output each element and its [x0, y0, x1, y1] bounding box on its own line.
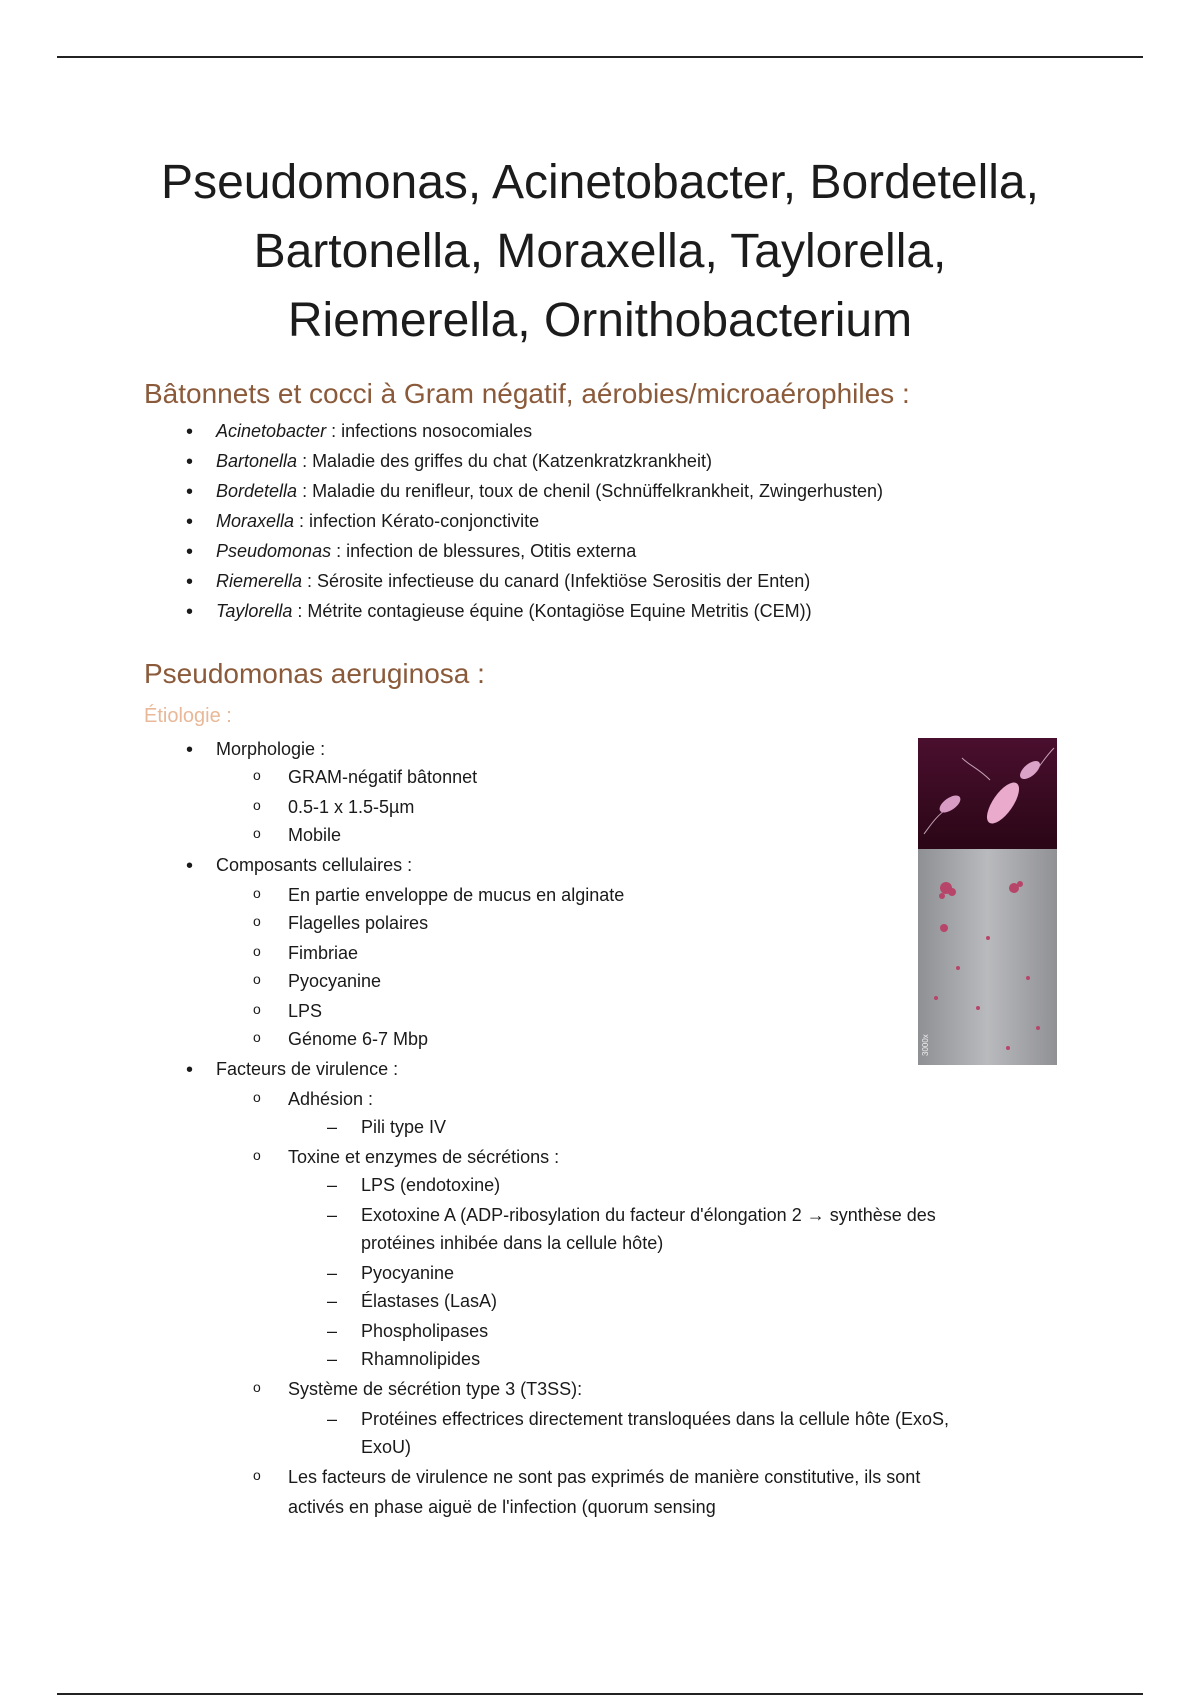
bullet-icon: • — [186, 571, 194, 593]
bullet-icon: • — [186, 451, 194, 473]
sub-sub-item-text: Rhamnolipides — [361, 1349, 481, 1369]
adhesion-label: Adhésion : — [288, 1089, 374, 1109]
image-scale-label: 3000x — [921, 1034, 930, 1056]
list-item — [0, 541, 1100, 571]
bullet-icon: • — [186, 601, 194, 623]
genus-name: Riemerella — [216, 571, 303, 591]
bottom-rule — [57, 1693, 1143, 1695]
dash-bullet-icon: – — [327, 1205, 338, 1225]
note-text: Les facteurs de virulence ne sont pas exprimés de manière constitutive, ils sont — [288, 1467, 921, 1487]
virulence-label: Facteurs de virulence : — [216, 1059, 399, 1079]
genus-desc: : Maladie du renifleur, toux de chenil (Schnüffelkrankheit, Zwingerhusten) — [297, 481, 884, 501]
circle-bullet-icon: o — [253, 971, 261, 987]
list-item — [0, 451, 1100, 481]
circle-bullet-icon: o — [253, 1001, 261, 1017]
bullet-icon: • — [186, 1059, 194, 1081]
dash-bullet-icon: – — [327, 1175, 338, 1195]
circle-bullet-icon: o — [253, 825, 261, 841]
sub-sub-item-text: protéines inhibée dans la cellule hôte) — [361, 1233, 664, 1253]
page-title — [120, 148, 1080, 355]
circle-bullet-icon: o — [253, 797, 261, 813]
sub-item-text: Mobile — [288, 825, 342, 845]
list-item — [0, 421, 1100, 451]
list-item — [0, 511, 1100, 541]
sub-sub-item — [0, 1263, 1100, 1293]
genus-desc: : Sérosite infectieuse du canard (Infektiöse Serositis der Enten) — [302, 571, 811, 591]
genus-name: Moraxella — [216, 511, 295, 531]
genus-name: Taylorella — [216, 601, 293, 621]
sub-sub-item — [0, 1117, 1100, 1147]
sub-sub-item-text: Élastases (LasA) — [361, 1291, 498, 1311]
circle-bullet-icon: o — [253, 1029, 261, 1045]
circle-bullet-icon: o — [253, 885, 261, 901]
bullet-icon: • — [186, 541, 194, 563]
genus-name: Bartonella — [216, 451, 298, 471]
sub-item-text: Flagelles polaires — [288, 913, 429, 933]
t3ss-label: Système de sécrétion type 3 (T3SS): — [288, 1379, 583, 1399]
sub-sub-item-text: Exotoxine A (ADP-ribosylation du facteur d'élongation 2 → synthèse des — [361, 1205, 936, 1225]
sub-sub-item-text: Pyocyanine — [361, 1263, 455, 1283]
sub-sub-item-text: Pili type IV — [361, 1117, 447, 1137]
sub-item-text: Génome 6-7 Mbp — [288, 1029, 429, 1049]
genus-desc: : Métrite contagieuse équine (Kontagiöse Equine Metritis (CEM)) — [292, 601, 812, 621]
sub-sub-item-text: Protéines effectrices directement transloquées dans la cellule hôte (ExoS, — [361, 1409, 949, 1429]
sub-item-text: En partie enveloppe de mucus en alginate — [288, 885, 625, 905]
morphology-label: Morphologie : — [216, 739, 326, 759]
circle-bullet-icon: o — [253, 1379, 261, 1395]
sub-sub-item — [0, 1409, 1100, 1439]
section-heading-pseudomonas: Pseudomonas aeruginosa : — [144, 658, 485, 689]
title-line-1: Pseudomonas, Acinetobacter, Bordetella, — [161, 156, 1039, 209]
list-item — [0, 601, 1100, 631]
genus-desc: : infections nosocomiales — [326, 421, 533, 441]
title-line-3: Riemerella, Ornithobacterium — [287, 294, 913, 347]
list-item — [0, 571, 1100, 601]
sub-item-cont — [0, 1497, 1100, 1527]
top-rule — [57, 56, 1143, 58]
sub-item — [0, 1379, 1100, 1409]
list-item — [0, 481, 1100, 511]
sub-sub-item — [0, 1321, 1100, 1351]
bacteria-microscopy-image — [918, 738, 1057, 1065]
genus-name: Acinetobacter — [216, 421, 327, 441]
sub-sub-item-cont — [0, 1437, 1100, 1467]
circle-bullet-icon: o — [253, 1147, 261, 1163]
sub-sub-item — [0, 1349, 1100, 1379]
toxins-label: Toxine et enzymes de sécrétions : — [288, 1147, 560, 1167]
sub-item-text: Pyocyanine — [288, 971, 382, 991]
sub-item-text: GRAM-négatif bâtonnet — [288, 767, 478, 787]
note-text: activés en phase aiguë de l'infection (quorum sensing — [288, 1497, 716, 1517]
sub-sub-item-text: LPS (endotoxine) — [361, 1175, 501, 1195]
genus-desc: : Maladie des griffes du chat (Katzenkratzkrankheit) — [297, 451, 712, 471]
sub-item — [0, 1089, 1100, 1119]
circle-bullet-icon: o — [253, 913, 261, 929]
sub-item — [0, 1147, 1100, 1177]
circle-bullet-icon: o — [253, 943, 261, 959]
sub-sub-item-text: Phospholipases — [361, 1321, 489, 1341]
dash-bullet-icon: – — [327, 1117, 338, 1137]
genus-desc: : infection Kérato-conjonctivite — [294, 511, 540, 531]
section-heading-gram-negative: Bâtonnets et cocci à Gram négatif, aérobies/microaérophiles : — [144, 378, 910, 409]
genus-name: Pseudomonas — [216, 541, 332, 561]
dash-bullet-icon: – — [327, 1263, 338, 1283]
bullet-icon: • — [186, 481, 194, 503]
sub-sub-item — [0, 1291, 1100, 1321]
circle-bullet-icon: o — [253, 1467, 261, 1483]
genus-name: Bordetella — [216, 481, 298, 501]
bullet-icon: • — [186, 421, 194, 443]
title-line-2: Bartonella, Moraxella, Taylorella, — [253, 225, 947, 278]
sub-item — [0, 1467, 1100, 1497]
genus-desc: : infection de blessures, Otitis externa — [331, 541, 637, 561]
sub-sub-item-cont — [0, 1233, 1100, 1263]
dash-bullet-icon: – — [327, 1291, 338, 1311]
bullet-icon: • — [186, 855, 194, 877]
dash-bullet-icon: – — [327, 1349, 338, 1369]
sub-sub-item — [0, 1175, 1100, 1205]
sub-item-text: LPS — [288, 1001, 323, 1021]
sub-sub-item — [0, 1205, 1100, 1235]
sub-item-text: Fimbriae — [288, 943, 359, 963]
bullet-icon: • — [186, 511, 194, 533]
circle-bullet-icon: o — [253, 767, 261, 783]
subheading-etiology: Étiologie : — [144, 705, 232, 727]
sub-sub-item-text: ExoU) — [361, 1437, 412, 1457]
bullet-icon: • — [186, 739, 194, 761]
sub-item-text: 0.5-1 x 1.5-5µm — [288, 797, 415, 817]
dash-bullet-icon: – — [327, 1409, 338, 1429]
components-label: Composants cellulaires : — [216, 855, 413, 875]
circle-bullet-icon: o — [253, 1089, 261, 1105]
dash-bullet-icon: – — [327, 1321, 338, 1341]
